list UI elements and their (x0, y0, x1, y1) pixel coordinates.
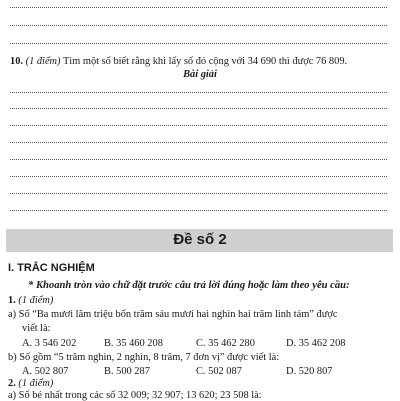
answer-line (10, 43, 387, 44)
answer-line (10, 92, 387, 93)
question-2-header (8, 378, 53, 389)
answer-line (10, 193, 387, 194)
answer-line (10, 25, 387, 26)
exam-title: Đề số 2 (173, 231, 227, 248)
question-text: Tìm một số biết rằng khi lấy số đó cộng với 34 690 thì được 76 809. (62, 56, 348, 67)
question-1a-text-cont: viết là: (22, 323, 51, 334)
question-number: 10. (10, 56, 23, 67)
option-a[interactable]: A. 3 546 202 (22, 338, 77, 349)
question-points: (1 điểm) (18, 378, 54, 389)
answer-line (10, 142, 387, 143)
instruction: * Khoanh tròn vào chữ đặt trước câu trả lời đúng hoặc làm theo yêu cầu: (28, 280, 350, 291)
answer-line (10, 7, 387, 8)
option-a[interactable]: A. 502 807 (22, 366, 69, 377)
solution-label: Bài giải (183, 69, 217, 80)
answer-line (10, 176, 387, 177)
option-c[interactable]: C. 502 087 (196, 366, 242, 377)
answer-line (10, 159, 387, 160)
question-1b-text: b) Số gồm “5 trăm nghìn, 2 nghìn, 8 trăm, 7 đơn vị” được viết là: (8, 352, 280, 363)
question-2a-text: a) Số bé nhất trong các số 32 009; 32 907; 13 620; 23 508 là: (8, 390, 262, 401)
question-1-header (8, 295, 53, 306)
answer-line (10, 125, 387, 126)
question-number: 2. (8, 378, 16, 389)
option-b[interactable]: B. 500 287 (104, 366, 150, 377)
option-b[interactable]: B. 35 460 208 (104, 338, 163, 349)
question-1a-text: a) Số “Ba mươi lăm triệu bốn trăm sáu mươi hai nghìn hai trăm linh tám” được (8, 309, 338, 320)
question-points: (1 điểm) (25, 56, 61, 67)
option-c[interactable]: C. 35 462 280 (196, 338, 255, 349)
question-number: 1. (8, 295, 16, 306)
option-d[interactable]: D. 35 462 208 (286, 338, 346, 349)
answer-line (10, 210, 387, 211)
section-title: I. TRẮC NGHIỆM (8, 262, 95, 274)
answer-line (10, 108, 387, 109)
option-d[interactable]: D. 520 807 (286, 366, 333, 377)
question-points: (1 điểm) (18, 295, 54, 306)
question-10 (10, 56, 347, 67)
